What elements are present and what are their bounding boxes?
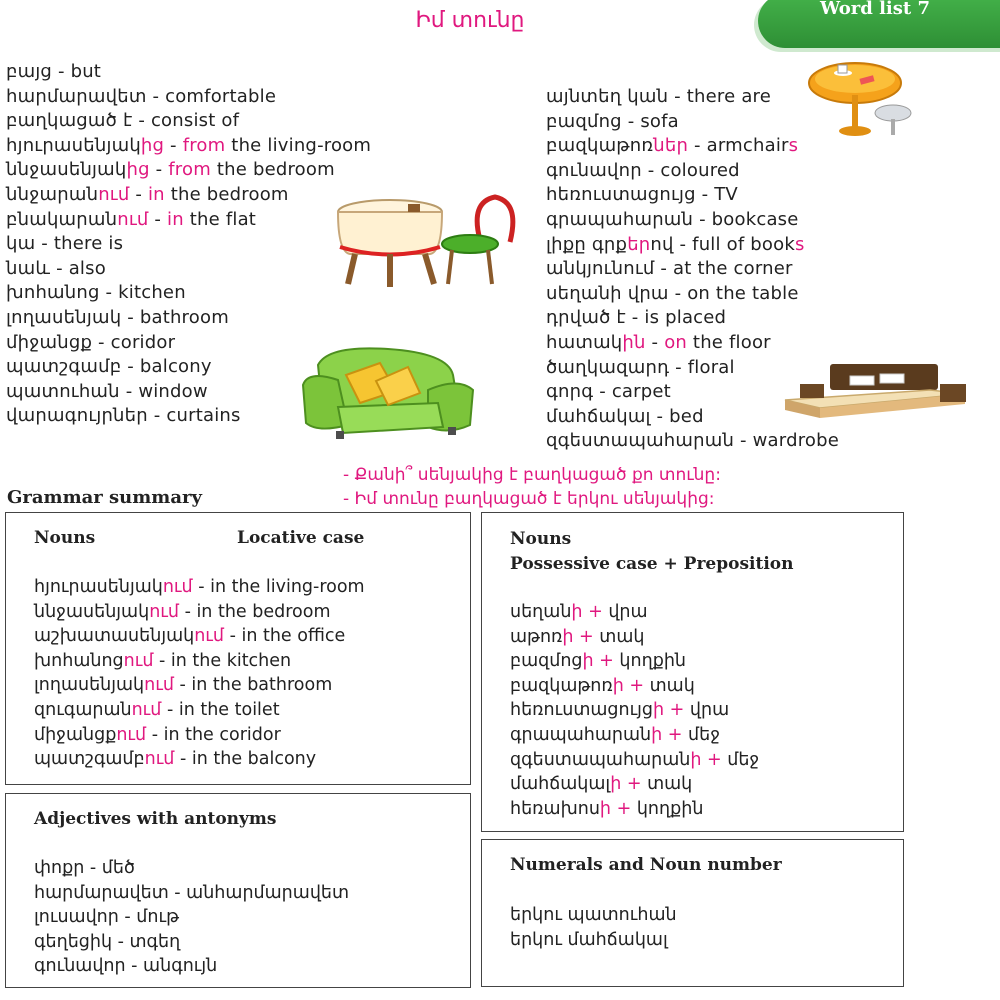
possessive-heading-nouns: Nouns xyxy=(510,529,572,549)
text-fragment: - armchair xyxy=(688,135,789,157)
adjectives-heading: Adjectives with antonyms xyxy=(34,809,277,829)
adjectives-box xyxy=(5,793,471,988)
possessive-row xyxy=(510,797,759,822)
text-fragment: - xyxy=(148,208,168,230)
text-fragment: the flat xyxy=(183,208,257,230)
numeral-row: երկու մահճակալ xyxy=(510,929,668,950)
adjective-row: գունավոր - անգույն xyxy=(34,956,218,977)
word-list-item xyxy=(6,85,371,110)
locative-rows xyxy=(34,575,365,772)
locative-heading-nouns: Nouns xyxy=(34,528,96,548)
numerals-rows xyxy=(510,903,677,952)
text-fragment: բազկաթոռ xyxy=(510,675,613,696)
text-fragment: բնակարան xyxy=(6,208,118,230)
possessive-row xyxy=(510,772,759,797)
text-fragment: գունավոր - coloured xyxy=(546,159,740,181)
highlighted-fragment: ում xyxy=(123,650,154,671)
highlighted-fragment: ում xyxy=(144,749,175,770)
highlighted-fragment: ի + xyxy=(653,700,685,721)
numerals-heading: Numerals and Noun number xyxy=(510,855,782,875)
text-fragment: հեռախոս xyxy=(510,798,600,819)
text-fragment: կողքին xyxy=(613,651,687,672)
text-fragment: հարմարավետ - comfortable xyxy=(6,85,277,107)
possessive-row xyxy=(510,748,759,773)
text-fragment: մեջ xyxy=(721,749,760,770)
word-list-item xyxy=(546,85,839,110)
word-list-item xyxy=(6,60,371,85)
text-fragment: բազմոց - sofa xyxy=(546,110,679,132)
dialogue-answer: - Իմ տունը բաղկացած է երկու սենյակից: xyxy=(343,489,715,509)
text-fragment: բաղկացած է - consist of xyxy=(6,110,240,132)
highlighted-fragment: ում xyxy=(131,699,162,720)
highlighted-fragment: ի + xyxy=(571,602,603,622)
highlighted-fragment: ի + xyxy=(690,749,722,770)
text-fragment: դրված է - is placed xyxy=(546,307,727,329)
highlighted-fragment: s xyxy=(788,135,799,157)
highlighted-fragment: ում xyxy=(116,724,147,745)
text-fragment: - in the coridor xyxy=(146,724,281,745)
text-fragment: վրա xyxy=(602,602,648,622)
word-list-item xyxy=(546,233,839,258)
highlighted-fragment: ում xyxy=(144,675,174,696)
locative-row xyxy=(34,624,365,649)
possessive-row xyxy=(510,625,759,650)
word-list-item xyxy=(6,134,371,159)
text-fragment: - in the bathroom xyxy=(173,675,333,696)
text-fragment: զուգարան xyxy=(34,699,132,720)
text-fragment: մահճակալ - bed xyxy=(546,405,704,427)
text-fragment: the living-room xyxy=(225,134,372,156)
text-fragment: տակ xyxy=(641,774,693,795)
text-fragment: հյուրասենյակ xyxy=(34,577,163,597)
adjective-row: հարմարավետ - անհարմարավետ xyxy=(34,882,350,903)
word-list-item xyxy=(546,257,839,282)
text-fragment: պատշգամբ xyxy=(34,749,145,770)
possessive-row xyxy=(510,698,759,723)
highlighted-fragment: ներ xyxy=(653,135,689,157)
text-fragment: տակ xyxy=(644,675,695,696)
word-list-tab xyxy=(758,0,1000,48)
locative-row xyxy=(34,698,365,723)
text-fragment: - xyxy=(164,134,183,156)
text-fragment: գրապահարան - bookcase xyxy=(546,208,799,230)
adjective-row: փոքր - մեծ xyxy=(34,858,135,878)
locative-row xyxy=(34,673,365,698)
word-list-item xyxy=(546,429,839,454)
text-fragment: բայց - but xyxy=(6,61,102,82)
bed-illustration xyxy=(780,360,975,430)
possessive-rows xyxy=(510,600,759,821)
text-fragment: հյուրասենյակ xyxy=(6,134,141,156)
highlighted-fragment: ի + xyxy=(651,724,683,745)
text-fragment: հատակ xyxy=(546,331,623,353)
possessive-row xyxy=(510,600,759,625)
text-fragment: լիքը գրք xyxy=(546,233,628,255)
word-list-item xyxy=(6,281,371,306)
highlighted-fragment: ի + xyxy=(599,798,632,819)
possessive-row xyxy=(510,649,759,674)
text-fragment: ննջասենյակ xyxy=(6,159,127,181)
word-list-item xyxy=(6,306,371,331)
locative-row xyxy=(34,723,365,748)
word-list-item xyxy=(546,306,839,331)
word-list-item xyxy=(546,282,839,307)
text-fragment: - in the balcony xyxy=(174,749,317,770)
text-fragment: աթոռ xyxy=(510,626,563,647)
text-fragment: հեռուստացույց xyxy=(510,700,654,721)
highlighted-fragment: ից xyxy=(126,159,150,181)
word-list-item xyxy=(6,158,371,183)
text-fragment: բազմոց xyxy=(510,651,583,672)
highlighted-fragment: in xyxy=(167,208,184,230)
text-fragment: ով - full of book xyxy=(650,233,795,255)
text-fragment: - in the bedroom xyxy=(179,601,331,622)
text-fragment: the bedroom xyxy=(164,183,289,205)
text-fragment: զգեստապահարան xyxy=(510,749,691,770)
text-fragment: գրապահարան xyxy=(510,724,652,745)
word-list-item xyxy=(546,159,839,184)
text-fragment: սեղանի վրա - on the table xyxy=(546,282,799,304)
highlighted-fragment: ում xyxy=(194,626,225,647)
adjective-row: գեղեցիկ - տգեղ xyxy=(34,931,181,952)
word-list-label: Word list 7 xyxy=(820,0,931,19)
adjective-row: լուսավոր - մութ xyxy=(34,907,180,928)
locative-heading-case: Locative case xyxy=(237,528,365,548)
highlighted-fragment: ի + xyxy=(612,675,645,696)
word-list-item xyxy=(6,208,371,233)
text-fragment: պատշգամբ - balcony xyxy=(6,356,212,378)
text-fragment: ննջասենյակ xyxy=(34,601,150,622)
highlighted-fragment: ի + xyxy=(610,774,642,795)
highlighted-fragment: on xyxy=(664,331,688,353)
highlighted-fragment: from xyxy=(182,134,226,156)
locative-row xyxy=(34,747,365,772)
text-fragment: վրա xyxy=(684,700,730,721)
text-fragment: - xyxy=(149,159,169,181)
text-fragment: - in the toilet xyxy=(161,699,280,720)
text-fragment: անկյունում - at the corner xyxy=(546,258,793,280)
highlighted-fragment: ում xyxy=(98,183,130,205)
table-chair-illustration xyxy=(330,192,530,292)
text-fragment: պատուհան - window xyxy=(6,380,208,402)
text-fragment: զգեստապահարան - wardrobe xyxy=(546,430,840,452)
text-fragment: - in the office xyxy=(224,626,346,647)
text-fragment: խոհանոց - kitchen xyxy=(6,282,186,304)
highlighted-fragment: s xyxy=(794,233,805,255)
text-fragment: ննջարան xyxy=(6,183,99,205)
word-list-item xyxy=(546,110,839,135)
numerals-box xyxy=(481,839,904,987)
word-list-item xyxy=(546,134,839,159)
locative-row xyxy=(34,649,365,674)
text-fragment: the floor xyxy=(687,331,771,353)
word-list-item xyxy=(6,232,371,257)
highlighted-fragment: ին xyxy=(622,331,646,353)
text-fragment: վարագույրներ - curtains xyxy=(6,405,241,427)
armchair-illustration xyxy=(298,345,488,445)
highlighted-fragment: ի + xyxy=(562,626,594,647)
text-fragment: խոհանոց xyxy=(34,650,124,671)
highlighted-fragment: from xyxy=(168,159,211,181)
highlighted-fragment: ում xyxy=(149,601,179,622)
locative-row xyxy=(34,575,365,600)
text-fragment: միջանցք xyxy=(34,724,117,745)
text-fragment: - xyxy=(645,331,665,353)
text-fragment: կա - there is xyxy=(6,233,124,255)
text-fragment: լողասենյակ - bathroom xyxy=(6,306,229,328)
text-fragment: լողասենյակ xyxy=(34,675,145,696)
text-fragment: մեջ xyxy=(682,724,720,745)
word-list-item xyxy=(546,208,839,233)
text-fragment: աշխատասենյակ xyxy=(34,626,195,647)
highlighted-fragment: ի + xyxy=(582,651,614,672)
highlighted-fragment: in xyxy=(147,183,165,205)
text-fragment: մահճակալ xyxy=(510,774,611,795)
word-list-item xyxy=(6,257,371,282)
word-list-item xyxy=(6,109,371,134)
highlighted-fragment: ից xyxy=(140,134,165,156)
text-fragment: տակ xyxy=(593,626,645,647)
word-list-item xyxy=(6,183,371,208)
numeral-row: երկու պատուհան xyxy=(510,905,677,925)
text-fragment: հեռուստացույց - TV xyxy=(546,184,738,206)
word-list-item xyxy=(546,183,839,208)
cafe-table-illustration xyxy=(805,55,915,140)
highlighted-fragment: ում xyxy=(117,208,149,230)
locative-row xyxy=(34,600,365,625)
possessive-row xyxy=(510,674,759,699)
dialogue-question: - Քանի՞ սենյակից է բաղկացած քո տունը: xyxy=(343,465,721,485)
possessive-case-box xyxy=(481,512,904,832)
text-fragment: - in the kitchen xyxy=(153,650,292,671)
grammar-summary-title: Grammar summary xyxy=(7,487,202,508)
text-fragment: միջանցք - coridor xyxy=(6,331,176,353)
adjectives-rows xyxy=(34,856,349,979)
text-fragment: գորգ - carpet xyxy=(546,381,671,403)
word-list-item xyxy=(546,331,839,356)
text-fragment: the bedroom xyxy=(210,159,335,181)
text-fragment: - in the living-room xyxy=(192,577,365,597)
highlighted-fragment: ում xyxy=(162,577,193,597)
text-fragment: բազկաթոռ xyxy=(546,135,654,157)
page-title: Իմ տունը xyxy=(415,8,525,33)
text-fragment: ծաղկազարդ - floral xyxy=(546,356,735,378)
text-fragment: նաև - also xyxy=(6,257,106,279)
highlighted-fragment: եր xyxy=(627,233,651,255)
possessive-heading-case: Possessive case + Preposition xyxy=(510,554,794,574)
possessive-row xyxy=(510,723,759,748)
text-fragment: այնտեղ կան - there are xyxy=(546,86,772,107)
locative-case-box xyxy=(5,512,471,785)
text-fragment: սեղան xyxy=(510,602,572,622)
text-fragment: - xyxy=(129,183,148,205)
text-fragment: կողքին xyxy=(631,798,704,819)
